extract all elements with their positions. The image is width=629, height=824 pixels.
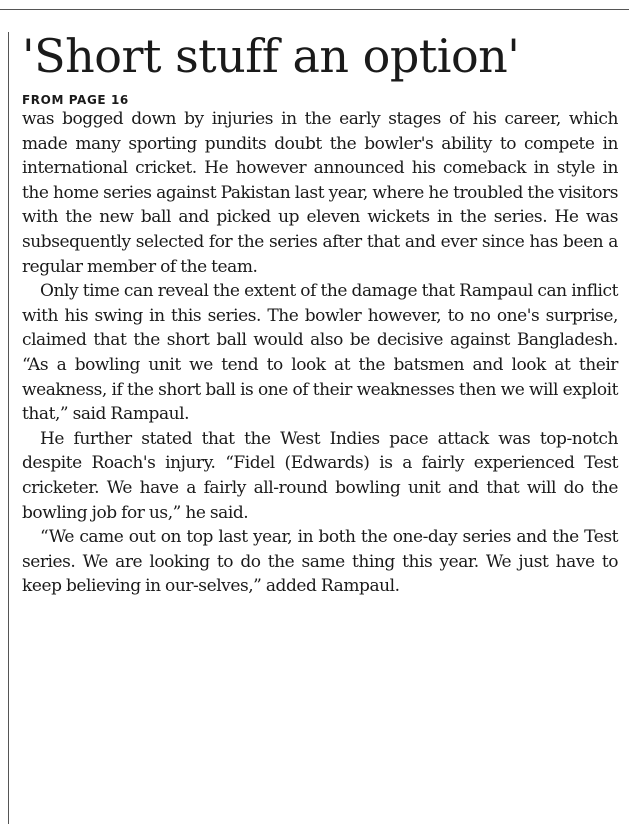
paragraph-3: He further stated that the West Indies pace attack was top-notch despite Roach's injury. “Fidel (Edwards) is a fairly experienced Test cricketer. We have a fairly all-round bowling unit and that will do the bowling job for us,” he said. — [22, 428, 618, 523]
headline: 'Short stuff an option' — [22, 29, 520, 83]
article — [22, 28, 618, 599]
left-column-rule — [8, 32, 9, 824]
article-body — [22, 107, 618, 599]
paragraph-1: was bogged down by injuries in the early stages of his career, which made many sporting pundits doubt the bowler's ability to compete in international cricket. He however announced his comeback in style in the home series against Pakistan last year, where he troubled the visitors with the new ball and picked up eleven wickets in the series. He was subsequently selected for the series after that and ever since has been a regular member of the team. — [22, 109, 618, 277]
paragraph-4: “We came out on top last year, in both the one-day series and the Test series. We are looking to do the same thing this year. We just have to keep believing in our-selves,” added Rampaul. — [22, 527, 618, 597]
paragraph-2: Only time can reveal the extent of the damage that Rampaul can inflict with his swing in this series. The bowler however, to no one's surprise, claimed that the short ball would also be decisive against Bangladesh. “As a bowling unit we tend to look at the batsmen and look at their weakness, if the short ball is one of their weaknesses then we will exploit that,” said Rampaul. — [22, 281, 618, 425]
top-rule — [0, 9, 629, 10]
continued-from-label: FROM PAGE 16 — [22, 93, 129, 107]
